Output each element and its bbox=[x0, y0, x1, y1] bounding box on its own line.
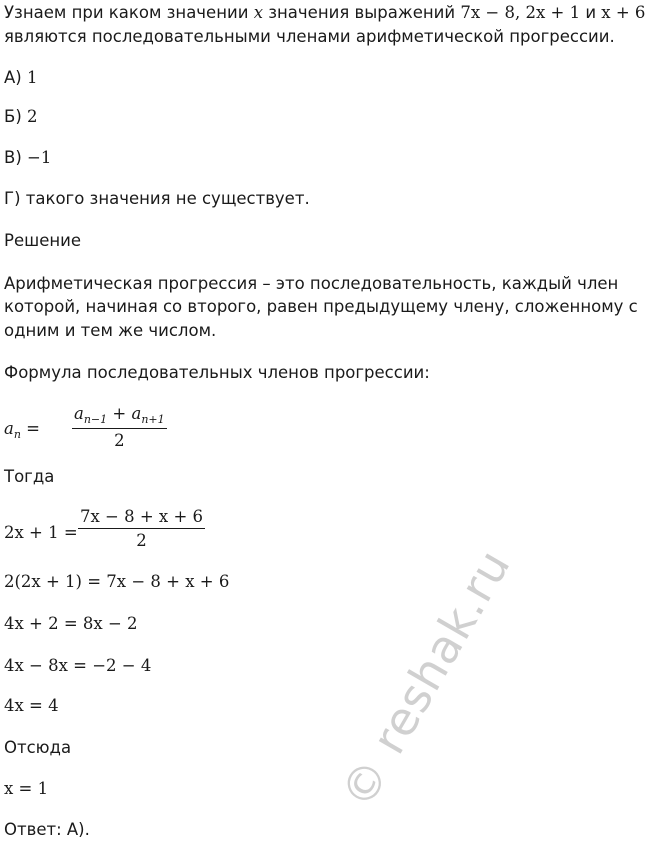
problem-line-1: Узнаем при каком значении x значения выражений 7x − 8, 2x + 1 и x + 6 bbox=[4, 3, 645, 22]
definition-line-3: одним и тем же числом. bbox=[4, 321, 217, 340]
formula-fraction bbox=[72, 404, 167, 450]
formula-denominator: 2 bbox=[72, 428, 167, 450]
result: x = 1 bbox=[4, 779, 49, 798]
equation-2: 2(2x + 1) = 7x − 8 + x + 6 bbox=[4, 572, 230, 591]
definition-line-2: которой, начиная со второго, равен предыдущему члену, сложенному с bbox=[4, 297, 638, 316]
equation-4: 4x − 8x = −2 − 4 bbox=[4, 656, 152, 675]
watermark: © reshak.ru bbox=[330, 540, 521, 817]
equation-1-lhs: 2x + 1 = bbox=[4, 523, 78, 542]
then-label: Тогда bbox=[4, 467, 55, 486]
formula-lhs: $a_n$ = bbox=[4, 419, 41, 441]
problem-line-2: являются последовательными членами арифметической прогрессии. bbox=[4, 27, 615, 46]
equation-3: 4x + 2 = 8x − 2 bbox=[4, 614, 138, 633]
formula-numerator: $a_{n-1} + a_{n+1}$ bbox=[74, 404, 165, 426]
option-g: Г) такого значения не существует. bbox=[4, 189, 310, 208]
equation-5: 4x = 4 bbox=[4, 696, 59, 715]
option-v: В) −1 bbox=[4, 148, 52, 167]
solution-heading: Решение bbox=[4, 231, 82, 250]
equation-1-numerator: 7x − 8 + x + 6 bbox=[80, 507, 204, 526]
option-b: Б) 2 bbox=[4, 107, 38, 126]
hence-label: Отсюда bbox=[4, 738, 72, 757]
equation-1-denominator: 2 bbox=[78, 528, 205, 550]
formula-intro: Формула последовательных членов прогрессии: bbox=[4, 363, 430, 382]
answer: Ответ: А). bbox=[4, 820, 90, 839]
equation-1-fraction bbox=[78, 507, 205, 550]
option-a: А) 1 bbox=[4, 68, 38, 87]
definition-line-1: Арифметическая прогрессия – это последовательность, каждый член bbox=[4, 274, 619, 293]
